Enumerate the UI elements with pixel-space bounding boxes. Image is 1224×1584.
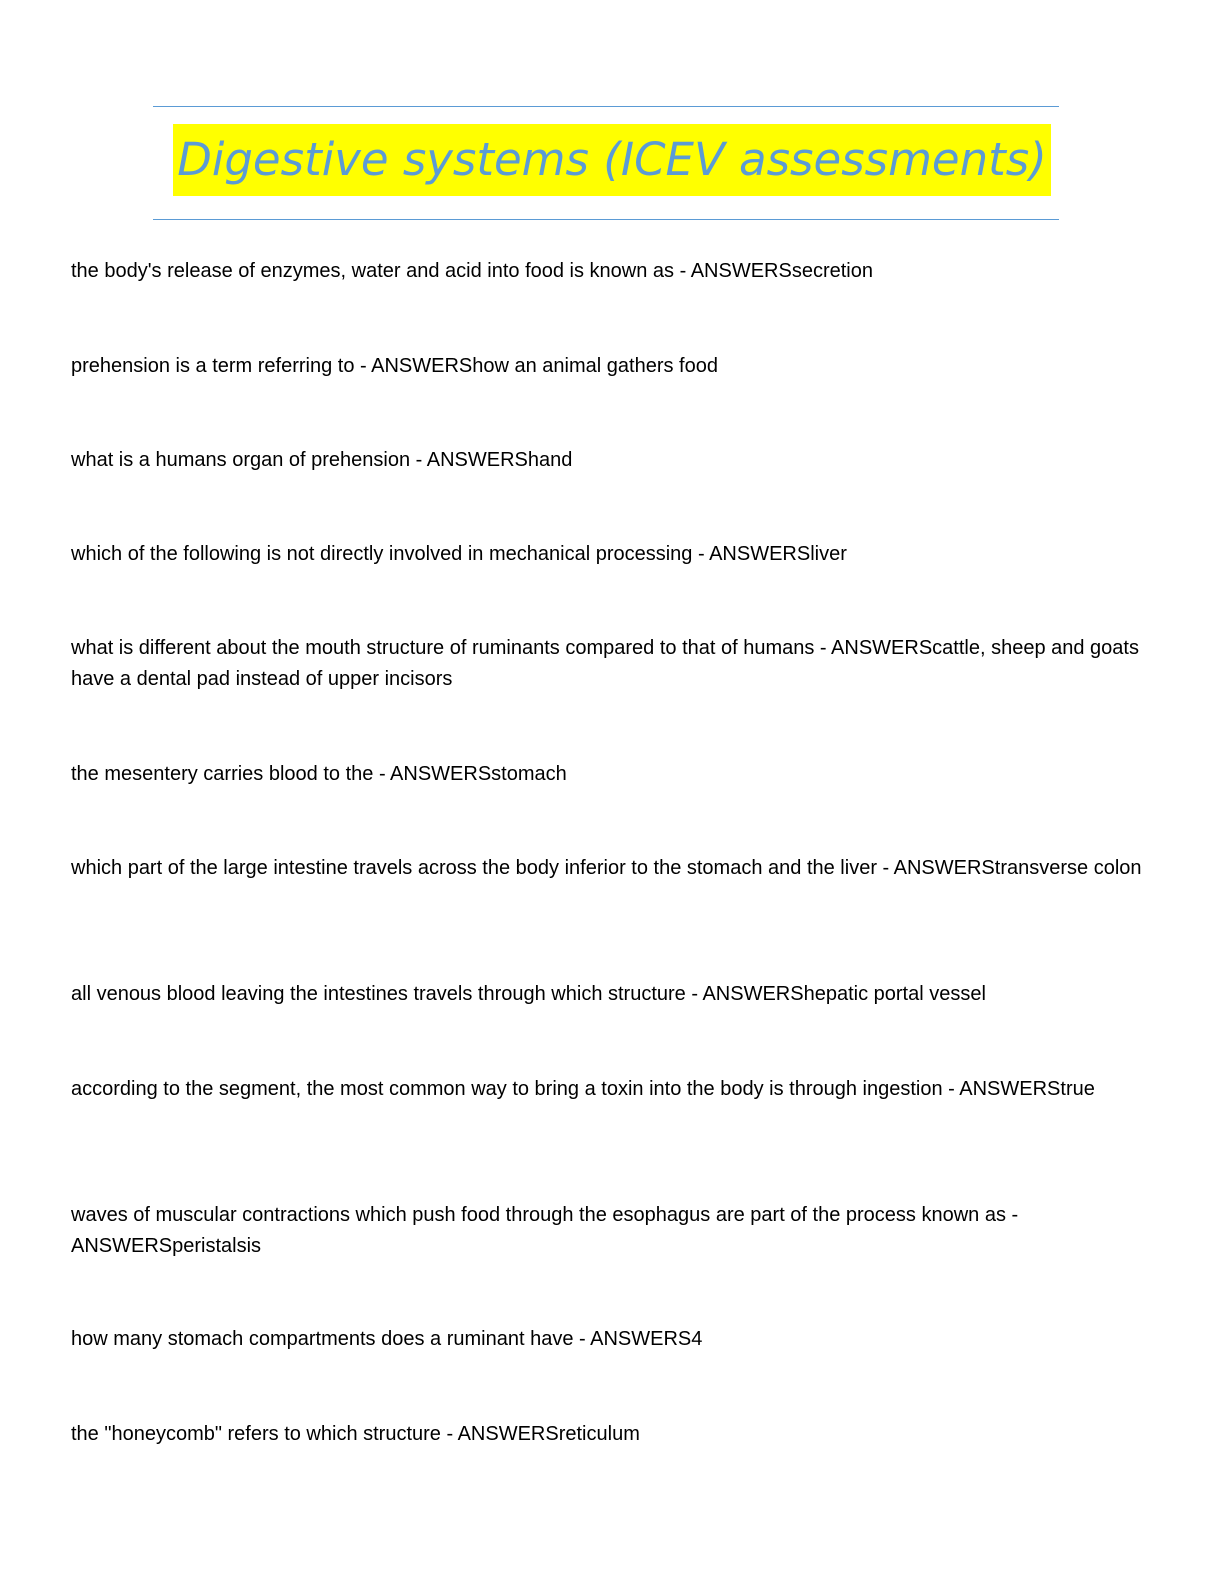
document-title: Digestive systems (ICEV assessments) bbox=[173, 124, 1051, 196]
qa-item: the mesentery carries blood to the - ANSWERSstomach bbox=[71, 763, 567, 785]
title-container bbox=[0, 124, 1224, 196]
qa-item: which part of the large intestine travels across the body inferior to the stomach and the liver - ANSWERStransverse colon bbox=[71, 857, 1142, 879]
qa-item: what is a humans organ of prehension - ANSWERShand bbox=[71, 449, 573, 471]
qa-item: the body's release of enzymes, water and acid into food is known as - ANSWERSsecretion bbox=[71, 260, 873, 282]
qa-item: the "honeycomb" refers to which structure - ANSWERSreticulum bbox=[71, 1423, 640, 1445]
title-top-rule bbox=[153, 106, 1059, 107]
qa-item: according to the segment, the most common way to bring a toxin into the body is through ingestion - ANSWERStrue bbox=[71, 1078, 1095, 1100]
qa-item: waves of muscular contractions which push food through the esophagus are part of the process known as - ANSWERSperistalsis bbox=[71, 1204, 1019, 1257]
title-bottom-rule bbox=[153, 219, 1059, 220]
qa-item: what is different about the mouth structure of ruminants compared to that of humans - ANSWERScattle, sheep and goats have a dental pad instead of upper incisors bbox=[71, 637, 1139, 690]
qa-item: which of the following is not directly involved in mechanical processing - ANSWERSliver bbox=[71, 543, 847, 565]
qa-item: all venous blood leaving the intestines travels through which structure - ANSWERShepatic portal vessel bbox=[71, 983, 986, 1005]
qa-item: how many stomach compartments does a ruminant have - ANSWERS4 bbox=[71, 1328, 703, 1350]
qa-item: prehension is a term referring to - ANSWERShow an animal gathers food bbox=[71, 355, 718, 377]
